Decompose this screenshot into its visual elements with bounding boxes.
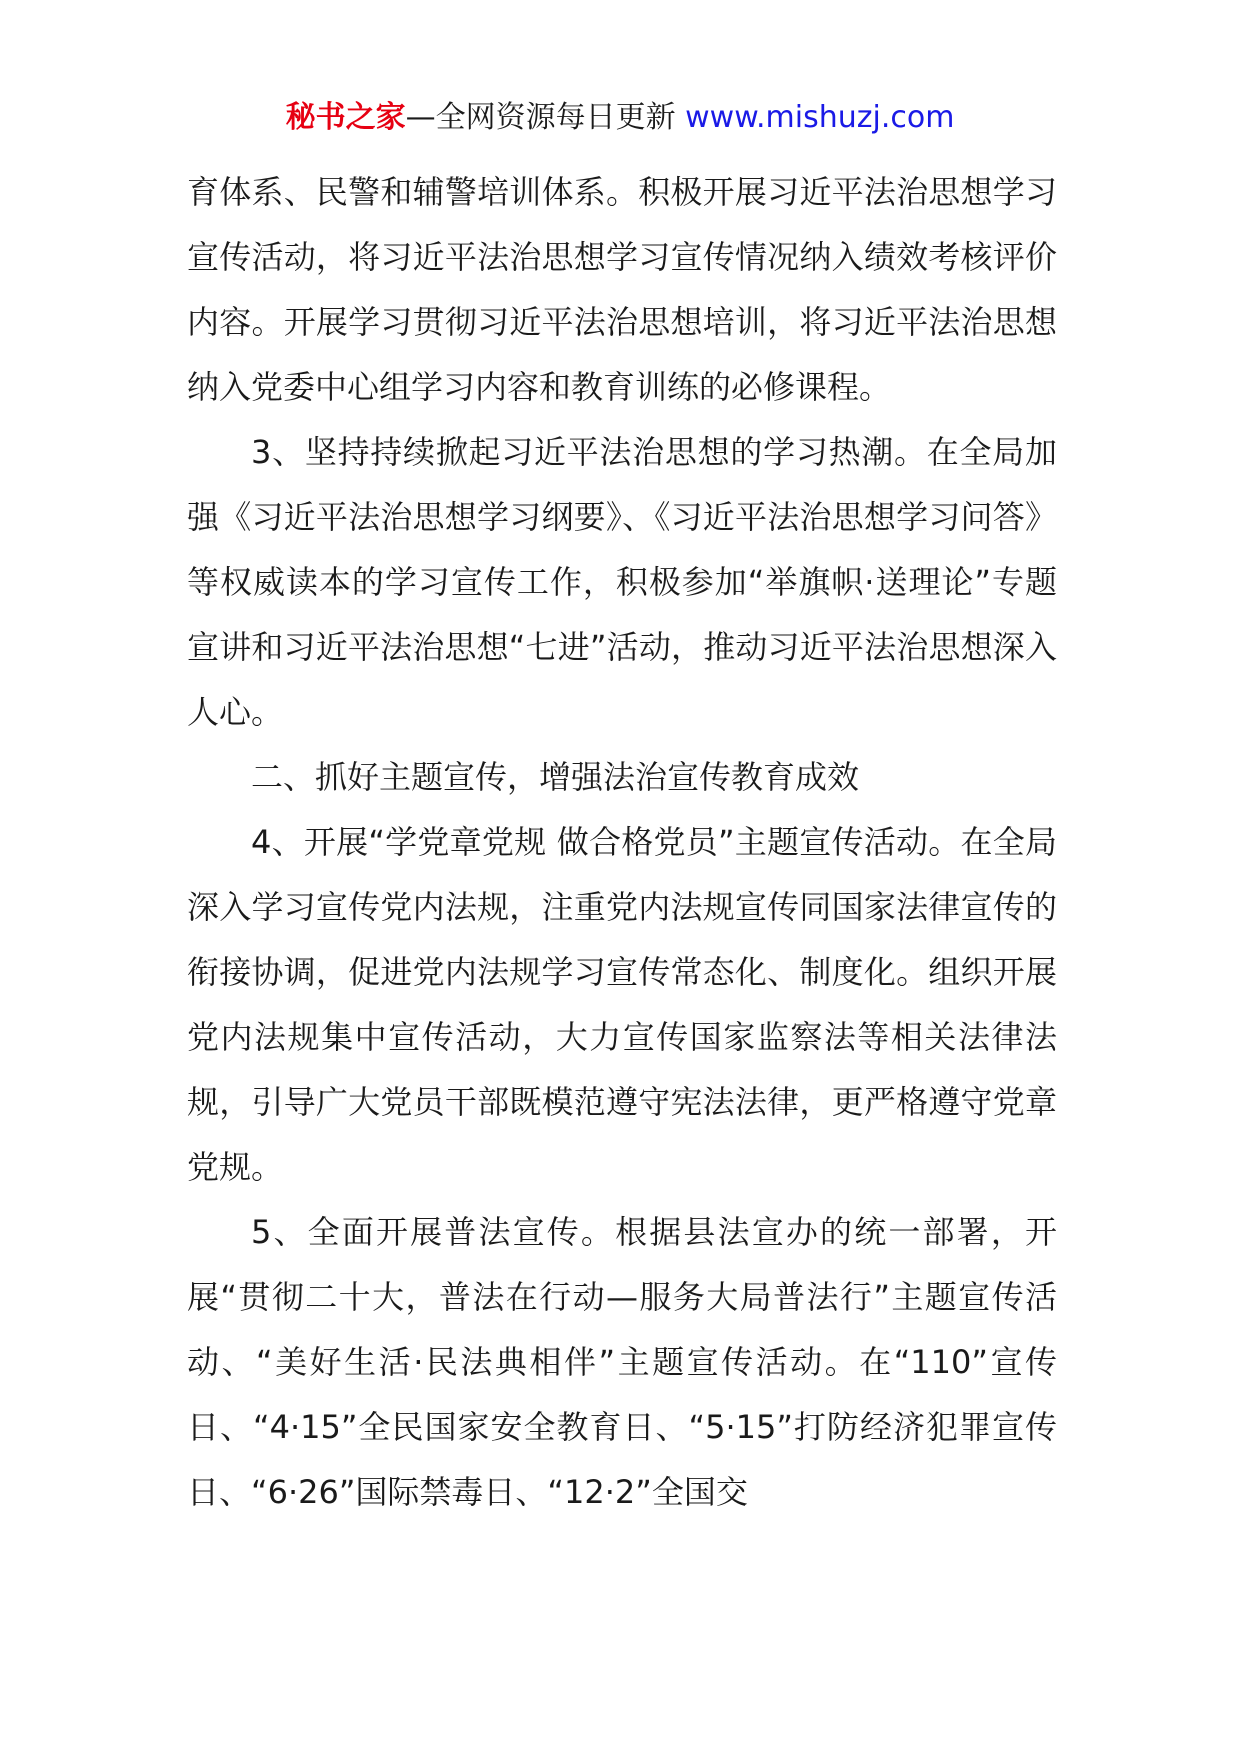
paragraph-item-4: 4、开展“学党章党规 做合格党员”主题宣传活动。在全局深入学习宣传党内法规，注重党内法规宣传同国家法律宣传的衔接协调，促进党内法规学习宣传常态化、制度化。组织开展党内法规集中宣传活动，大力宣传国家监察法等相关法律法规，引导广大党员干部既模范遵守宪法法律，更严格遵守党章党规。: [187, 823, 1057, 1186]
site-url[interactable]: www.mishuzj.com: [685, 100, 955, 135]
brand-name: 秘书之家: [285, 100, 406, 135]
header-tagline: —全网资源每日更新: [405, 100, 686, 135]
paragraph-item-5: 5、全面开展普法宣传。根据县法宣办的统一部署，开展“贯彻二十大，普法在行动—服务大局普法行”主题宣传活动、“美好生活·民法典相伴”主题宣传活动。在“110”宣传日、“4·15”全民国家安全教育日、“5·15”打防经济犯罪宣传日、“6·26”国际禁毒日、“12·2”全国交: [187, 1213, 1057, 1511]
document-body: [187, 160, 1057, 1525]
paragraph-continuation: 育体系、民警和辅警培训体系。积极开展习近平法治思想学习宣传活动，将习近平法治思想学习宣传情况纳入绩效考核评价内容。开展学习贯彻习近平法治思想培训，将习近平法治思想纳入党委中心组学习内容和教育训练的必修课程。: [187, 173, 1057, 406]
site-header: [0, 98, 1240, 138]
paragraph-item-3: 3、坚持持续掀起习近平法治思想的学习热潮。在全局加强《习近平法治思想学习纲要》、《习近平法治思想学习问答》等权威读本的学习宣传工作，积极参加“举旗帜·送理论”专题宣讲和习近平法治思想“七进”活动，推动习近平法治思想深入人心。: [187, 433, 1057, 731]
section-heading-2: 二、抓好主题宣传，增强法治宣传教育成效: [251, 758, 860, 796]
